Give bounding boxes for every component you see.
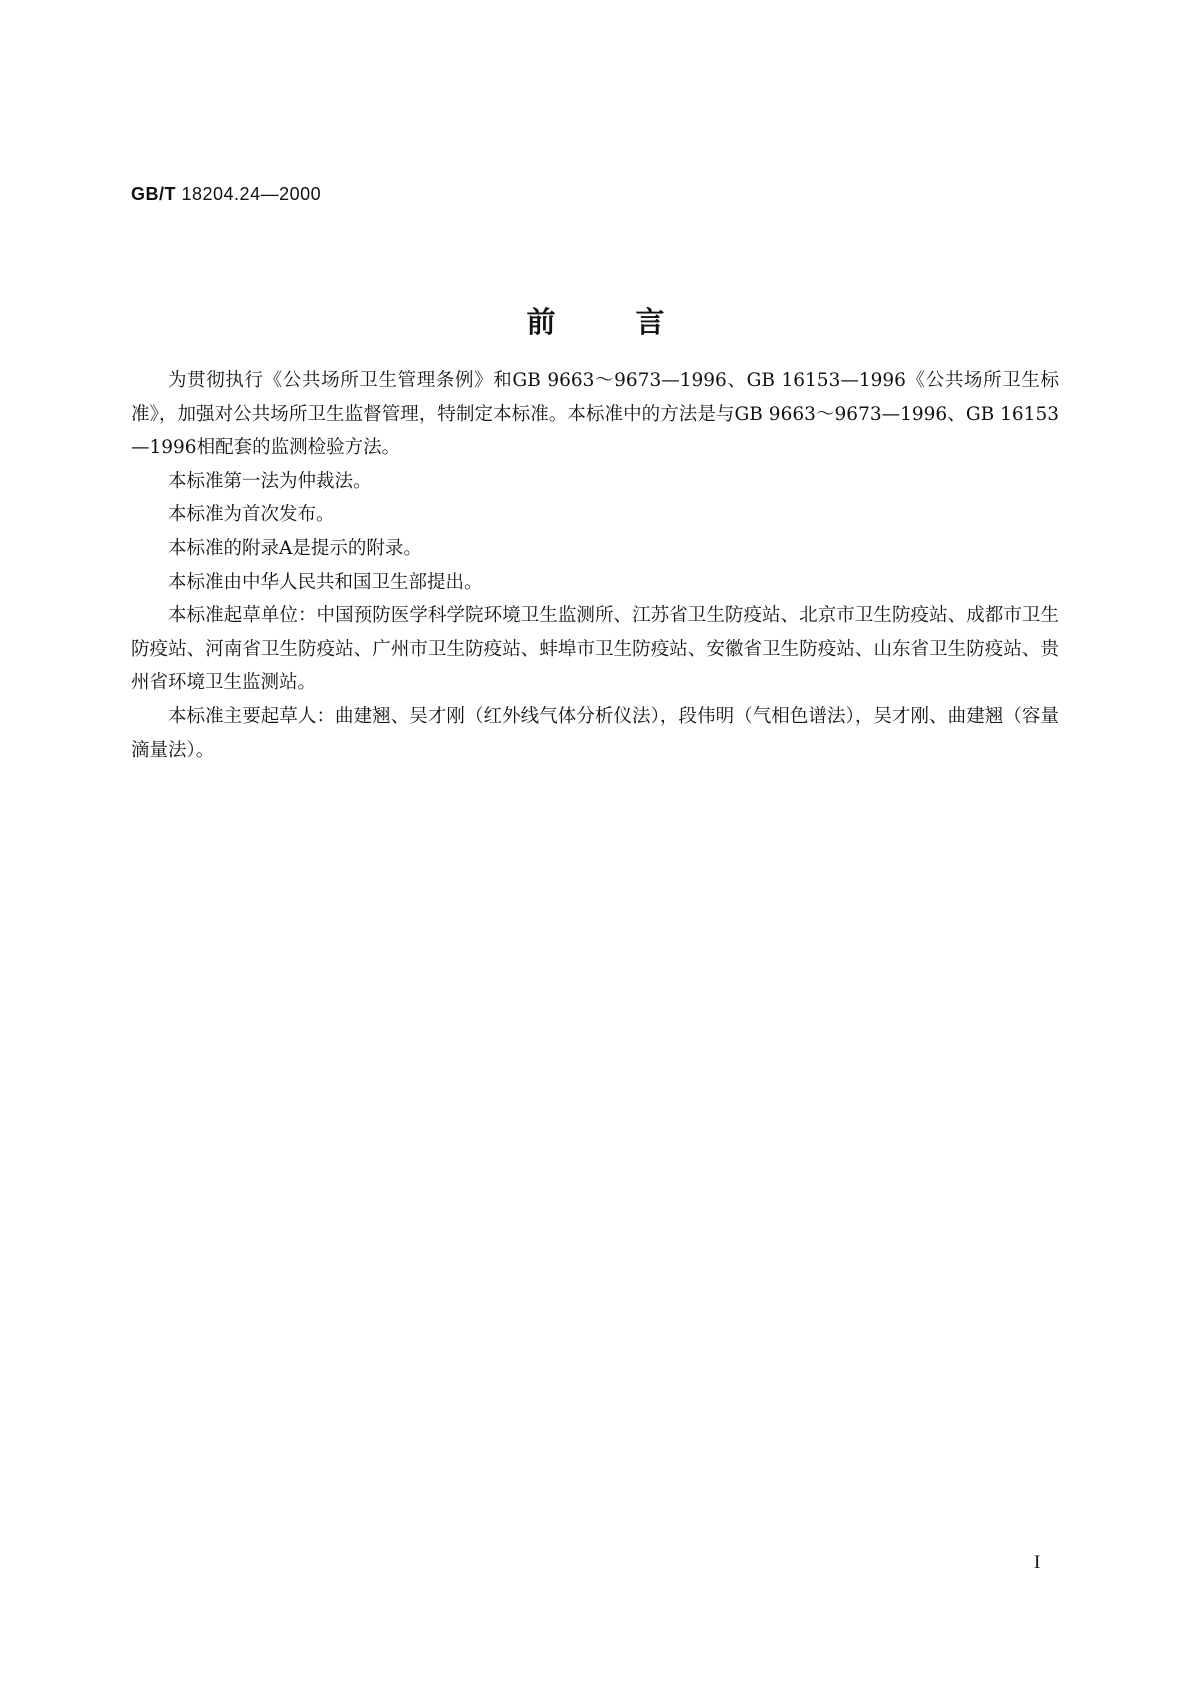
paragraph-drafters: 本标准主要起草人：曲建翘、吴才刚（红外线气体分析仪法），段伟明（气相色谱法），吴才刚、曲建翘（容量滴量法）。 (131, 705, 1059, 761)
paragraph-arbitration: 本标准第一法为仲裁法。 (168, 470, 372, 492)
standard-code-number: 18204.24—2000 (176, 184, 322, 204)
paragraph-drafting-units: 本标准起草单位：中国预防医学科学院环境卫生监测所、江苏省卫生防疫站、北京市卫生防疫站、成都市卫生防疫站、河南省卫生防疫站、广州市卫生防疫站、蚌埠市卫生防疫站、安徽省卫生防疫站、山东省卫生防疫站、贵州省环境卫生监测站。 (131, 605, 1059, 694)
foreword-body (131, 364, 1059, 767)
page-number: I (1034, 1552, 1041, 1573)
paragraph-first-release: 本标准为首次发布。 (168, 504, 335, 526)
standard-code (131, 184, 321, 205)
paragraph-purpose: 为贯彻执行《公共场所卫生管理条例》和GB 9663～9673—1996、GB 16153—1996《公共场所卫生标准》，加强对公共场所卫生监督管理，特制定本标准。本标准中的方法是与GB 9663～9673—1996、GB 16153—1996相配套的监测检验方法。 (131, 370, 1059, 459)
page-title: 前言 (526, 305, 745, 339)
paragraph-appendix: 本标准的附录A是提示的附录。 (168, 537, 422, 559)
standard-code-prefix: GB/T (131, 184, 176, 204)
paragraph-proposer: 本标准由中华人民共和国卫生部提出。 (168, 571, 483, 593)
